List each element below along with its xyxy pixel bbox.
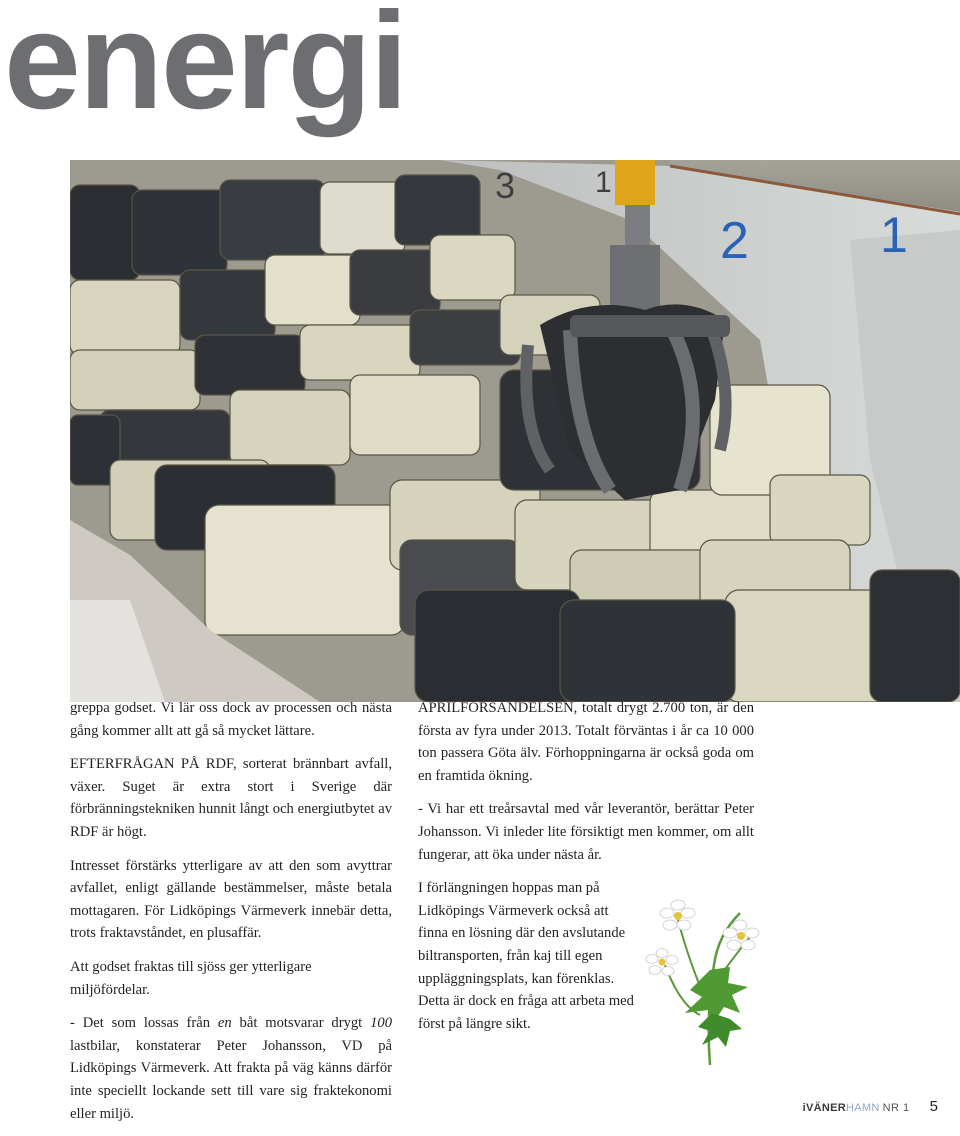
hull-number: 2	[720, 212, 749, 270]
magazine-brand	[803, 1102, 880, 1114]
brand-prefix: iVÄNER	[802, 1102, 846, 1114]
hull-number: 1	[880, 207, 908, 263]
text-line: Detta är dock en fråga att arbeta med	[418, 993, 634, 1010]
page-number: 5	[929, 1098, 938, 1115]
body-paragraph: APRILFÖRSÄNDELSEN, totalt drygt 2.700 ton, är den första av fyra under 2013. Totalt förväntas i år ca 10 000 ton passera Göta älv. Förhoppningarna är också goda om en framtida ökning.	[418, 700, 754, 784]
quote-number: 100	[370, 1015, 392, 1032]
quote-text: lastbilar, konstaterar Peter Johansson, VD på Lidköpings Värmeverk. Att frakta på väg känns därför inte speciellt lockande sett till vare sig fraktekonomi eller miljö.	[70, 1037, 392, 1122]
anemone-flower-illustration	[640, 895, 770, 1075]
quote-emphasis: en	[217, 1015, 232, 1032]
page-footer	[803, 1098, 938, 1115]
photo-illustration	[70, 160, 960, 702]
text-line: Lidköpings Värmeverk också att	[418, 902, 609, 919]
body-paragraph-narrow	[418, 877, 650, 1035]
body-paragraph: Intresset förstärks ytterligare av att den som avyttrar avfallet, enligt gällande bestämmelser, måste betala mottagaren. För Lidköpings Värmeverk innebär detta, trots fraktavståndet, en plusaffär.	[70, 857, 392, 942]
body-paragraph: EFTERFRÅGAN PÅ RDF, sorterat brännbart avfall, växer. Suget är extra stort i Sverige där förbränningstekniken hunnit långt och energiutbytet av RDF är högt.	[70, 756, 392, 840]
body-paragraph: greppa godset. Vi lär oss dock av processen och nästa gång kommer allt att gå så mycket lättare.	[70, 700, 392, 739]
text-line: uppläggningsplats, kan förenklas.	[418, 970, 615, 987]
body-paragraph: Att godset fraktas till sjöss ger ytterligare miljöfördelar.	[70, 958, 312, 998]
body-paragraph-quote	[70, 1012, 392, 1125]
page-title: energi	[4, 0, 407, 138]
text-line: först på längre sikt.	[418, 1015, 531, 1032]
body-paragraph: - Vi har ett treårsavtal med vår leverantör, berättar Peter Johansson. Vi inleder lite försiktigt men kommer, om allt fungerar, att öka under nästa år.	[418, 801, 754, 863]
hull-number: 1	[595, 166, 612, 199]
quote-text: - Det som lossas från	[70, 1015, 218, 1032]
text-line: biltransporten, från kaj till egen	[418, 947, 603, 964]
text-line: finna en lösning där den avslutande	[418, 925, 626, 942]
brand-highlight: HAMN	[846, 1102, 880, 1114]
issue-number: NR 1	[882, 1102, 910, 1114]
text-line: I förlängningen hoppas man på	[418, 880, 600, 897]
hull-number: 3	[495, 165, 516, 206]
quote-text: båt motsvarar drygt	[231, 1015, 371, 1032]
cargo-hold-photo	[70, 160, 960, 702]
left-column	[70, 697, 392, 1136]
